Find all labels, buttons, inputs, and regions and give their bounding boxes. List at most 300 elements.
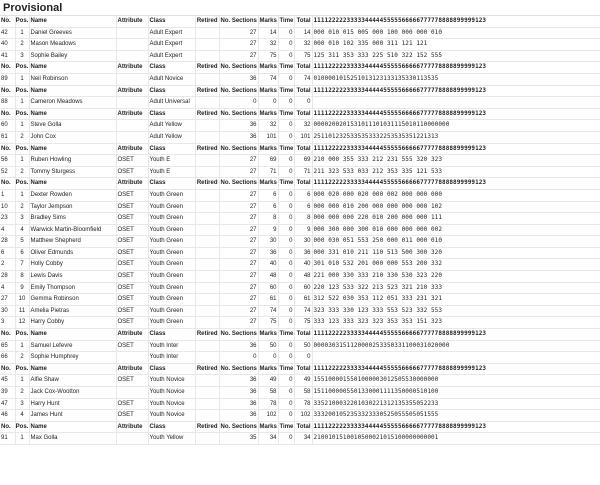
cell-class: Youth Inter: [148, 352, 195, 364]
cell-time: 0: [278, 433, 294, 445]
cell-attribute: [116, 352, 148, 364]
header-no: No.: [0, 363, 15, 375]
cell-class: Youth Novice: [148, 387, 195, 399]
header-name: Name: [29, 16, 116, 27]
cell-attribute: OSET: [116, 166, 148, 178]
cell-name: Harry Hunt: [29, 398, 116, 410]
cell-time: 0: [278, 317, 294, 329]
cell-no: 4: [0, 224, 15, 236]
header-no: No.: [0, 143, 15, 155]
header-class: Class: [148, 108, 195, 120]
table-row: [0, 352, 600, 364]
cell-sections: 27: [219, 39, 258, 51]
cell-pos: 2: [15, 201, 29, 213]
cell-total: 6: [294, 189, 312, 201]
cell-marks: 50: [258, 340, 278, 352]
cell-retired: [195, 305, 219, 317]
cell-attribute: [116, 387, 148, 399]
header-row: [0, 421, 600, 433]
header-no: No.: [0, 178, 15, 190]
cell-sections: 27: [219, 259, 258, 271]
cell-attribute: OSET: [116, 410, 148, 422]
cell-sections: 0: [219, 352, 258, 364]
cell-attribute: [116, 97, 148, 109]
cell-marks: 101: [258, 131, 278, 143]
cell-attribute: OSET: [116, 340, 148, 352]
cell-time: 0: [278, 213, 294, 225]
header-no: No.: [0, 421, 15, 433]
header-pos: Pos.: [15, 329, 29, 341]
header-name: Name: [29, 329, 116, 341]
cell-class: Youth Green: [148, 247, 195, 259]
cell-total: 36: [294, 247, 312, 259]
header-section-numbers: 11112222233333444445555566666777778888899999123: [312, 85, 600, 97]
cell-scores: 1551000015501000003012505530000000: [312, 375, 600, 387]
cell-name: Steve Golla: [29, 120, 116, 132]
cell-name: Mason Meadows: [29, 39, 116, 51]
cell-time: 0: [278, 387, 294, 399]
cell-sections: 27: [219, 247, 258, 259]
cell-retired: [195, 259, 219, 271]
header-class: Class: [148, 62, 195, 74]
cell-attribute: OSET: [116, 375, 148, 387]
cell-no: 27: [0, 294, 15, 306]
cell-name: Harry Cobby: [29, 317, 116, 329]
cell-time: 0: [278, 120, 294, 132]
header-time: Time: [278, 108, 294, 120]
header-section-numbers: 11112222233333444445555566666777778888899999123: [312, 143, 600, 155]
cell-total: 61: [294, 294, 312, 306]
header-attribute: Attribute: [116, 85, 148, 97]
cell-sections: 27: [219, 27, 258, 39]
cell-attribute: OSET: [116, 305, 148, 317]
cell-retired: [195, 166, 219, 178]
header-attribute: Attribute: [116, 62, 148, 74]
table-row: [0, 410, 600, 422]
cell-total: 32: [294, 120, 312, 132]
header-class: Class: [148, 85, 195, 97]
header-sections: No. Sections: [219, 421, 258, 433]
cell-pos: 1: [15, 189, 29, 201]
cell-marks: 60: [258, 282, 278, 294]
cell-sections: 36: [219, 340, 258, 352]
cell-time: 0: [278, 39, 294, 51]
table-row: [0, 375, 600, 387]
cell-marks: 6: [258, 201, 278, 213]
cell-sections: 27: [219, 50, 258, 62]
cell-no: 60: [0, 120, 15, 132]
header-name: Name: [29, 363, 116, 375]
cell-sections: 27: [219, 271, 258, 283]
cell-scores: 0000200201531011101031115010110000000: [312, 120, 600, 132]
cell-total: 50: [294, 340, 312, 352]
cell-no: 56: [0, 155, 15, 167]
cell-name: Ruben Howling: [29, 155, 116, 167]
cell-pos: 2: [15, 352, 29, 364]
cell-pos: 2: [15, 131, 29, 143]
cell-scores: 221 000 330 333 210 330 530 323 220: [312, 271, 600, 283]
cell-retired: [195, 97, 219, 109]
table-row: [0, 189, 600, 201]
cell-pos: 1: [15, 97, 29, 109]
cell-class: Youth E: [148, 155, 195, 167]
header-attribute: Attribute: [116, 329, 148, 341]
cell-retired: [195, 131, 219, 143]
table-row: [0, 131, 600, 143]
cell-time: 0: [278, 410, 294, 422]
header-name: Name: [29, 62, 116, 74]
cell-scores: 3332001052353323330525055505051555: [312, 410, 600, 422]
cell-sections: 36: [219, 387, 258, 399]
cell-total: 32: [294, 39, 312, 51]
cell-scores: [312, 352, 600, 364]
header-sections: No. Sections: [219, 108, 258, 120]
table-row: [0, 236, 600, 248]
cell-sections: 27: [219, 294, 258, 306]
cell-pos: 2: [15, 39, 29, 51]
cell-attribute: OSET: [116, 189, 148, 201]
cell-pos: 1: [15, 433, 29, 445]
cell-sections: 0: [219, 97, 258, 109]
cell-marks: 78: [258, 398, 278, 410]
cell-name: Max Golla: [29, 433, 116, 445]
cell-retired: [195, 73, 219, 85]
cell-sections: 27: [219, 224, 258, 236]
header-total: Total: [294, 178, 312, 190]
cell-no: 89: [0, 73, 15, 85]
header-sections: No. Sections: [219, 143, 258, 155]
header-class: Class: [148, 329, 195, 341]
header-time: Time: [278, 178, 294, 190]
cell-marks: 58: [258, 387, 278, 399]
cell-total: 49: [294, 375, 312, 387]
header-time: Time: [278, 363, 294, 375]
cell-total: 14: [294, 27, 312, 39]
header-time: Time: [278, 62, 294, 74]
header-section-numbers: 11112222233333444445555566666777778888899999123: [312, 363, 600, 375]
cell-marks: 48: [258, 271, 278, 283]
cell-class: Youth Novice: [148, 398, 195, 410]
table-row: [0, 97, 600, 109]
header-marks: Marks: [258, 329, 278, 341]
cell-attribute: OSET: [116, 271, 148, 283]
cell-scores: [312, 97, 600, 109]
cell-attribute: [116, 73, 148, 85]
cell-attribute: OSET: [116, 398, 148, 410]
cell-sections: 27: [219, 189, 258, 201]
cell-retired: [195, 387, 219, 399]
table-row: [0, 294, 600, 306]
header-name: Name: [29, 178, 116, 190]
header-attribute: Attribute: [116, 178, 148, 190]
cell-attribute: OSET: [116, 282, 148, 294]
cell-sections: 36: [219, 120, 258, 132]
cell-scores: 2511012325335353332253535351221313: [312, 131, 600, 143]
cell-class: Adult Expert: [148, 27, 195, 39]
cell-retired: [195, 282, 219, 294]
header-no: No.: [0, 85, 15, 97]
cell-scores: 220 123 533 322 213 523 321 210 333: [312, 282, 600, 294]
cell-pos: 3: [15, 213, 29, 225]
cell-retired: [195, 236, 219, 248]
cell-marks: 40: [258, 259, 278, 271]
cell-pos: 1: [15, 340, 29, 352]
cell-total: 34: [294, 433, 312, 445]
cell-time: 0: [278, 282, 294, 294]
cell-class: Youth Green: [148, 189, 195, 201]
cell-attribute: [116, 39, 148, 51]
header-retired: Retired: [195, 178, 219, 190]
cell-pos: 12: [15, 317, 29, 329]
cell-class: Youth Green: [148, 271, 195, 283]
header-name: Name: [29, 421, 116, 433]
cell-sections: 27: [219, 213, 258, 225]
cell-time: 0: [278, 189, 294, 201]
header-marks: Marks: [258, 16, 278, 27]
cell-total: 102: [294, 410, 312, 422]
cell-no: 42: [0, 27, 15, 39]
table-row: [0, 282, 600, 294]
cell-scores: 312 522 030 353 112 051 333 231 321: [312, 294, 600, 306]
cell-total: 6: [294, 201, 312, 213]
header-pos: Pos.: [15, 85, 29, 97]
cell-time: 0: [278, 73, 294, 85]
cell-name: Cameron Meadows: [29, 97, 116, 109]
header-row: [0, 108, 600, 120]
table-row: [0, 271, 600, 283]
cell-pos: 4: [15, 410, 29, 422]
cell-marks: 32: [258, 39, 278, 51]
cell-pos: 7: [15, 259, 29, 271]
cell-sections: 36: [219, 131, 258, 143]
cell-time: 0: [278, 398, 294, 410]
table-row: [0, 259, 600, 271]
header-attribute: Attribute: [116, 363, 148, 375]
cell-attribute: OSET: [116, 247, 148, 259]
header-section-numbers: 11112222233333444445555566666777778888899999123: [312, 108, 600, 120]
table-row: [0, 50, 600, 62]
cell-marks: 61: [258, 294, 278, 306]
cell-scores: 000 010 015 005 000 100 000 000 010: [312, 27, 600, 39]
cell-marks: 14: [258, 27, 278, 39]
cell-no: 28: [0, 271, 15, 283]
cell-retired: [195, 213, 219, 225]
cell-class: Youth Novice: [148, 410, 195, 422]
cell-marks: 75: [258, 50, 278, 62]
header-marks: Marks: [258, 178, 278, 190]
header-pos: Pos.: [15, 62, 29, 74]
cell-class: Youth Green: [148, 282, 195, 294]
header-name: Name: [29, 143, 116, 155]
cell-total: 0: [294, 352, 312, 364]
header-total: Total: [294, 143, 312, 155]
cell-attribute: OSET: [116, 201, 148, 213]
header-name: Name: [29, 85, 116, 97]
cell-total: 30: [294, 236, 312, 248]
cell-scores: 301 010 532 201 000 000 553 200 332: [312, 259, 600, 271]
header-row: [0, 62, 600, 74]
cell-name: Dexter Rowden: [29, 189, 116, 201]
cell-total: 69: [294, 155, 312, 167]
cell-total: 40: [294, 259, 312, 271]
header-time: Time: [278, 329, 294, 341]
cell-class: Youth Green: [148, 317, 195, 329]
cell-scores: 2100101510010500021015100000000001: [312, 433, 600, 445]
results-table: [0, 16, 600, 445]
cell-pos: 9: [15, 282, 29, 294]
header-sections: No. Sections: [219, 329, 258, 341]
cell-pos: 2: [15, 387, 29, 399]
cell-retired: [195, 398, 219, 410]
cell-time: 0: [278, 352, 294, 364]
cell-marks: 0: [258, 352, 278, 364]
header-total: Total: [294, 16, 312, 27]
cell-class: Youth Green: [148, 201, 195, 213]
cell-retired: [195, 201, 219, 213]
cell-name: Samuel Lefevre: [29, 340, 116, 352]
cell-marks: 71: [258, 166, 278, 178]
header-attribute: Attribute: [116, 108, 148, 120]
cell-scores: 000 300 000 300 010 000 000 000 002: [312, 224, 600, 236]
cell-pos: 8: [15, 271, 29, 283]
cell-sections: 27: [219, 166, 258, 178]
header-no: No.: [0, 329, 15, 341]
cell-name: Gemma Robinson: [29, 294, 116, 306]
cell-total: 8: [294, 213, 312, 225]
table-row: [0, 120, 600, 132]
cell-total: 60: [294, 282, 312, 294]
table-row: [0, 201, 600, 213]
cell-class: Youth Green: [148, 294, 195, 306]
cell-pos: 1: [15, 375, 29, 387]
cell-time: 0: [278, 201, 294, 213]
cell-class: Youth Green: [148, 259, 195, 271]
cell-retired: [195, 189, 219, 201]
header-row: [0, 16, 600, 27]
cell-marks: 74: [258, 73, 278, 85]
cell-class: Youth E: [148, 166, 195, 178]
cell-retired: [195, 271, 219, 283]
header-sections: No. Sections: [219, 16, 258, 27]
cell-sections: 27: [219, 236, 258, 248]
cell-pos: 4: [15, 224, 29, 236]
cell-no: 91: [0, 433, 15, 445]
cell-retired: [195, 27, 219, 39]
header-section-numbers: 11112222233333444445555566666777778888899999123: [312, 329, 600, 341]
cell-retired: [195, 317, 219, 329]
cell-no: 3: [0, 317, 15, 329]
header-retired: Retired: [195, 421, 219, 433]
page-title: Provisional: [0, 0, 600, 16]
cell-time: 0: [278, 131, 294, 143]
table-row: [0, 433, 600, 445]
cell-attribute: OSET: [116, 259, 148, 271]
cell-class: Youth Yellow: [148, 433, 195, 445]
cell-time: 0: [278, 259, 294, 271]
cell-scores: 333 123 333 323 323 353 353 151 323: [312, 317, 600, 329]
cell-name: Neil Robinson: [29, 73, 116, 85]
cell-scores: 0000303151120000253350331100031020000: [312, 340, 600, 352]
cell-attribute: OSET: [116, 236, 148, 248]
header-marks: Marks: [258, 108, 278, 120]
cell-name: Bradley Sims: [29, 213, 116, 225]
header-retired: Retired: [195, 108, 219, 120]
cell-no: 1: [0, 189, 15, 201]
header-class: Class: [148, 363, 195, 375]
header-row: [0, 329, 600, 341]
cell-class: Adult Novice: [148, 73, 195, 85]
cell-no: 45: [0, 375, 15, 387]
cell-pos: 5: [15, 236, 29, 248]
header-marks: Marks: [258, 363, 278, 375]
cell-marks: 69: [258, 155, 278, 167]
cell-retired: [195, 352, 219, 364]
cell-no: 4: [0, 282, 15, 294]
header-class: Class: [148, 421, 195, 433]
cell-no: 88: [0, 97, 15, 109]
header-attribute: Attribute: [116, 421, 148, 433]
table-row: [0, 340, 600, 352]
cell-name: Jack Cox-Wootton: [29, 387, 116, 399]
cell-scores: 000 010 102 335 000 311 121 121: [312, 39, 600, 51]
header-pos: Pos.: [15, 178, 29, 190]
cell-sections: 27: [219, 155, 258, 167]
cell-no: 66: [0, 352, 15, 364]
header-pos: Pos.: [15, 421, 29, 433]
cell-no: 61: [0, 131, 15, 143]
table-row: [0, 305, 600, 317]
cell-sections: 27: [219, 282, 258, 294]
cell-no: 23: [0, 213, 15, 225]
table-row: [0, 317, 600, 329]
cell-pos: 2: [15, 166, 29, 178]
cell-time: 0: [278, 375, 294, 387]
cell-class: Adult Yellow: [148, 131, 195, 143]
cell-retired: [195, 247, 219, 259]
cell-name: Alfie Shaw: [29, 375, 116, 387]
cell-class: Adult Expert: [148, 39, 195, 51]
header-class: Class: [148, 16, 195, 27]
cell-class: Youth Inter: [148, 340, 195, 352]
cell-class: Adult Expert: [148, 50, 195, 62]
cell-marks: 75: [258, 317, 278, 329]
cell-total: 0: [294, 97, 312, 109]
table-row: [0, 73, 600, 85]
header-pos: Pos.: [15, 108, 29, 120]
cell-total: 78: [294, 398, 312, 410]
cell-scores: 211 323 533 033 212 353 335 121 533: [312, 166, 600, 178]
cell-time: 0: [278, 50, 294, 62]
cell-no: 41: [0, 50, 15, 62]
cell-retired: [195, 294, 219, 306]
cell-sections: 27: [219, 305, 258, 317]
header-row: [0, 178, 600, 190]
cell-time: 0: [278, 155, 294, 167]
cell-attribute: OSET: [116, 224, 148, 236]
table-row: [0, 39, 600, 51]
cell-pos: 10: [15, 294, 29, 306]
cell-class: Adult Universal: [148, 97, 195, 109]
cell-name: Taylor Jempson: [29, 201, 116, 213]
cell-attribute: [116, 50, 148, 62]
cell-total: 75: [294, 317, 312, 329]
cell-pos: 11: [15, 305, 29, 317]
header-attribute: Attribute: [116, 16, 148, 27]
header-marks: Marks: [258, 62, 278, 74]
header-no: No.: [0, 108, 15, 120]
cell-sections: 36: [219, 73, 258, 85]
header-total: Total: [294, 62, 312, 74]
